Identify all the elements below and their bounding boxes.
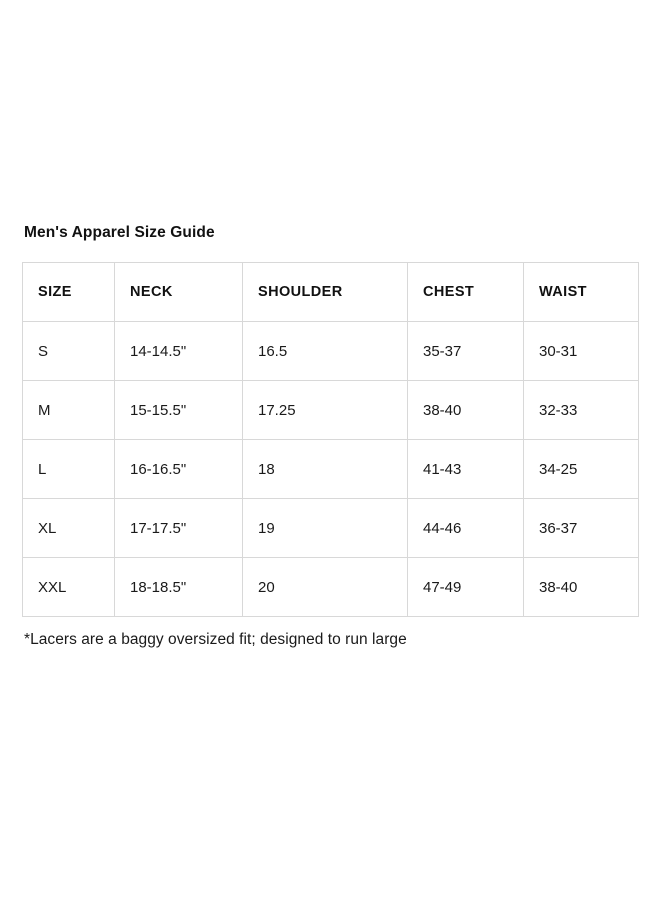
cell-neck: 18-18.5" [115, 558, 243, 617]
cell-chest: 47-49 [408, 558, 524, 617]
table-header-row [23, 263, 639, 322]
size-guide-content [22, 224, 638, 649]
table-row [23, 440, 639, 499]
cell-waist: 38-40 [524, 558, 639, 617]
cell-size: XXL [23, 558, 115, 617]
cell-shoulder: 16.5 [243, 322, 408, 381]
cell-chest: 41-43 [408, 440, 524, 499]
cell-chest: 44-46 [408, 499, 524, 558]
cell-waist: 36-37 [524, 499, 639, 558]
cell-size: M [23, 381, 115, 440]
cell-waist: 32-33 [524, 381, 639, 440]
size-guide-table [22, 262, 639, 617]
cell-shoulder: 17.25 [243, 381, 408, 440]
cell-waist: 30-31 [524, 322, 639, 381]
table-row [23, 322, 639, 381]
table-row [23, 381, 639, 440]
cell-neck: 14-14.5" [115, 322, 243, 381]
column-header-neck: NECK [115, 263, 243, 322]
cell-neck: 17-17.5" [115, 499, 243, 558]
column-header-size: SIZE [23, 263, 115, 322]
cell-chest: 38-40 [408, 381, 524, 440]
column-header-shoulder: SHOULDER [243, 263, 408, 322]
cell-chest: 35-37 [408, 322, 524, 381]
cell-waist: 34-25 [524, 440, 639, 499]
cell-neck: 16-16.5" [115, 440, 243, 499]
cell-size: S [23, 322, 115, 381]
cell-shoulder: 18 [243, 440, 408, 499]
column-header-waist: WAIST [524, 263, 639, 322]
table-row [23, 558, 639, 617]
cell-shoulder: 20 [243, 558, 408, 617]
page-title: Men's Apparel Size Guide [24, 224, 215, 241]
column-header-chest: CHEST [408, 263, 524, 322]
cell-size: XL [23, 499, 115, 558]
cell-neck: 15-15.5" [115, 381, 243, 440]
cell-shoulder: 19 [243, 499, 408, 558]
footnote-text: *Lacers are a baggy oversized fit; designed to run large [24, 631, 407, 648]
table-row [23, 499, 639, 558]
cell-size: L [23, 440, 115, 499]
